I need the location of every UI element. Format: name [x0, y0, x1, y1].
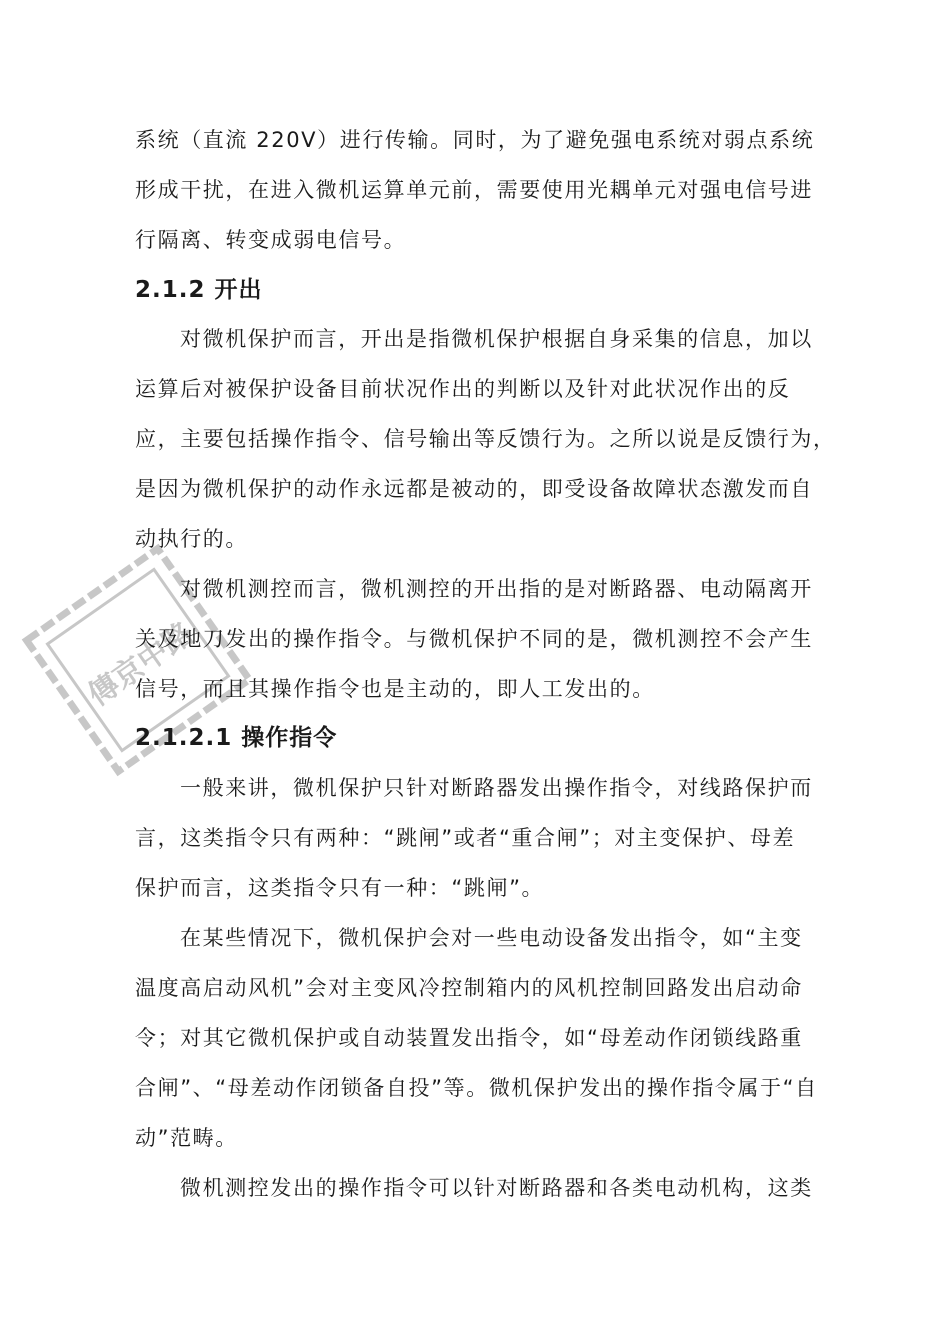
text-line: 信号，而且其操作指令也是主动的，即人工发出的。	[135, 677, 655, 701]
watermark-text: 傳京中路	[81, 615, 201, 714]
text-line: 动执行的。	[135, 527, 248, 551]
section-heading: 2.1.2 开出	[135, 277, 263, 303]
text-line: 动”范畴。	[135, 1126, 238, 1150]
text-line: 温度高启动风机”会对主变风冷控制箱内的风机控制回路发出启动命	[135, 976, 803, 1000]
paragraph-first-line: 对微机保护而言，开出是指微机保护根据自身采集的信息，加以	[180, 327, 813, 351]
paragraph-first-line: 在某些情况下，微机保护会对一些电动设备发出指令，如“主变	[180, 926, 803, 950]
text-line: 是因为微机保护的动作永远都是被动的，即受设备故障状态激发而自	[135, 477, 813, 501]
subsection-heading: 2.1.2.1 操作指令	[135, 725, 338, 751]
text-line: 言，这类指令只有两种：“跳闸”或者“重合闸”；对主变保护、母差	[135, 826, 796, 850]
paragraph-first-line: 对微机测控而言，微机测控的开出指的是对断路器、电动隔离开	[180, 577, 813, 601]
text-line: 保护而言，这类指令只有一种：“跳闸”。	[135, 876, 545, 900]
text-line: 运算后对被保护设备目前状况作出的判断以及针对此状况作出的反	[135, 377, 791, 401]
text-line: 行隔离、转变成弱电信号。	[135, 228, 407, 252]
paragraph-first-line: 微机测控发出的操作指令可以针对断路器和各类电动机构，这类	[180, 1176, 813, 1200]
paragraph-first-line: 一般来讲，微机保护只针对断路器发出操作指令，对线路保护而	[180, 776, 813, 800]
text-line: 应，主要包括操作指令、信号输出等反馈行为。之所以说是反馈行为，	[135, 427, 836, 451]
text-line: 合闸”、“母差动作闭锁备自投”等。微机保护发出的操作指令属于“自	[135, 1076, 818, 1100]
text-line: 系统（直流 220V）进行传输。同时，为了避免强电系统对弱点系统	[135, 128, 815, 152]
text-line: 形成干扰，在进入微机运算单元前，需要使用光耦单元对强电信号进	[135, 178, 813, 202]
text-line: 关及地刀发出的操作指令。与微机保护不同的是，微机测控不会产生	[135, 627, 813, 651]
text-line: 令；对其它微机保护或自动装置发出指令，如“母差动作闭锁线路重	[135, 1026, 803, 1050]
